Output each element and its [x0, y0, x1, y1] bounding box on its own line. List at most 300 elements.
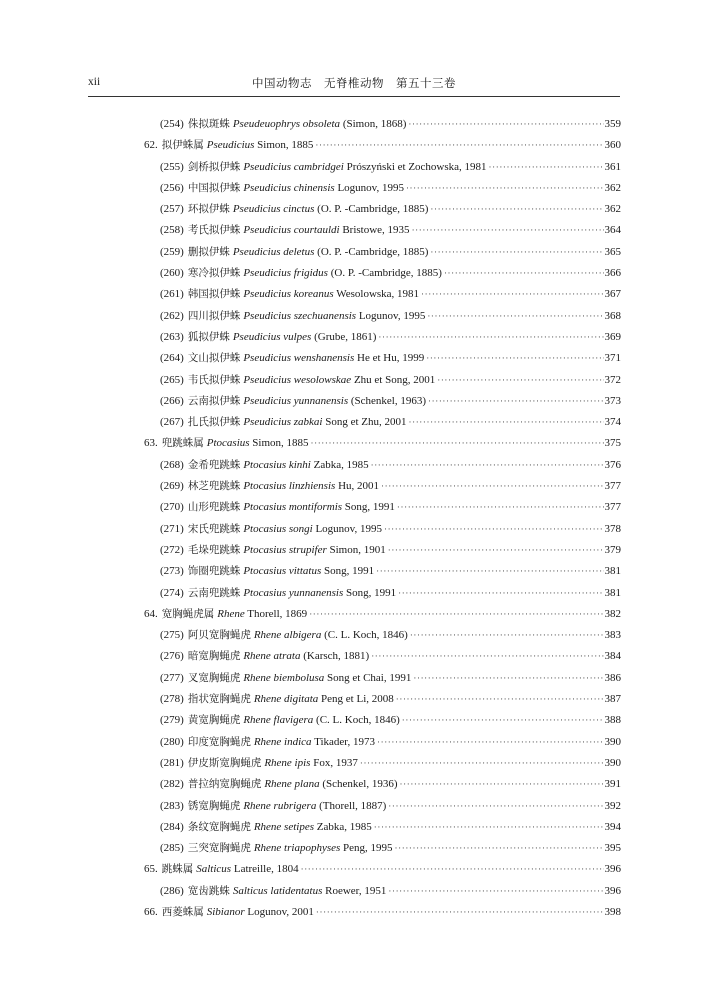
toc-species-entry	[144, 370, 621, 391]
entry-text	[144, 902, 314, 923]
scientific-name: Rhene flavigera	[243, 714, 314, 727]
dot-leader	[410, 625, 604, 646]
toc-species-entry	[144, 625, 621, 646]
authority: (Schenkel, 1936)	[322, 778, 398, 791]
authority: Prószyński et Zochowska, 1981	[346, 160, 487, 173]
scientific-name: Pseudicius frigidus	[243, 267, 328, 280]
chinese-name: 环拟伊蛛	[187, 203, 230, 216]
page-reference: 379	[604, 543, 621, 556]
page-reference: 373	[604, 394, 621, 407]
scientific-name: Rhene indica	[253, 735, 312, 748]
page-reference: 388	[604, 714, 621, 727]
scientific-name: Pseudicius cambridgei	[243, 160, 344, 173]
scientific-name: Rhene albigera	[253, 629, 322, 642]
authority: Roewer, 1951	[325, 884, 387, 897]
scientific-name: Pseudicius vulpes	[232, 330, 312, 343]
page-reference: 392	[604, 799, 621, 812]
dot-leader	[388, 540, 604, 561]
chinese-name: 删拟伊蛛	[187, 245, 230, 258]
scientific-name: Pseudicius wenshanensis	[243, 352, 355, 365]
toc-genus-entry	[144, 604, 621, 625]
chinese-name: 宽齿跳蛛	[187, 884, 230, 897]
chinese-name: 西菱蛛属	[161, 905, 204, 918]
authority: (O. P. -Cambridge, 1885)	[330, 267, 442, 280]
page-reference: 362	[604, 203, 621, 216]
entry-number: (283)	[160, 799, 184, 812]
entry-text	[144, 604, 307, 625]
entry-text	[160, 732, 375, 753]
authority: Peng et Li, 2008	[321, 693, 394, 706]
entry-text	[160, 774, 398, 795]
authority: Song, 1991	[346, 586, 397, 599]
entry-number: (280)	[160, 735, 184, 748]
page-reference: 364	[604, 224, 621, 237]
entry-number: (268)	[160, 458, 184, 471]
authority: Simon, 1901	[329, 543, 386, 556]
dot-leader	[430, 242, 603, 263]
scientific-name: Pseudicius yunnanensis	[243, 394, 349, 407]
page-reference: 377	[604, 480, 621, 493]
entry-number: (278)	[160, 693, 184, 706]
page-reference: 384	[604, 650, 621, 663]
entry-text	[160, 455, 369, 476]
chinese-name: 普拉纳宽胸蝇虎	[187, 778, 262, 791]
scientific-name: Sibianor	[206, 905, 245, 918]
scientific-name: Pseudicius deletus	[232, 245, 315, 258]
dot-leader	[412, 220, 604, 241]
toc-genus-entry	[144, 433, 621, 454]
page-reference: 396	[604, 863, 621, 876]
dot-leader	[381, 476, 603, 497]
authority: Fox, 1937	[313, 756, 358, 769]
toc-species-entry	[144, 391, 621, 412]
entry-number: 62.	[144, 139, 158, 152]
dot-leader	[400, 774, 604, 795]
scientific-name: Rhene	[217, 607, 245, 620]
entry-text	[160, 519, 382, 540]
entry-number: (281)	[160, 756, 184, 769]
authority: Logunov, 1995	[337, 181, 404, 194]
entry-number: (273)	[160, 565, 184, 578]
entry-number: (269)	[160, 480, 184, 493]
chinese-name: 韩国拟伊蛛	[187, 288, 241, 301]
page-reference: 382	[604, 607, 621, 620]
authority: Thorell, 1869	[247, 607, 308, 620]
page-reference: 366	[604, 267, 621, 280]
entry-number: 64.	[144, 607, 158, 620]
chinese-name: 宋氏兜跳蛛	[187, 522, 241, 535]
toc-species-entry	[144, 178, 621, 199]
page-reference: 376	[604, 458, 621, 471]
entry-number: (274)	[160, 586, 184, 599]
dot-leader	[301, 859, 604, 880]
entry-text	[160, 220, 410, 241]
page-reference: 369	[604, 330, 621, 343]
dot-leader	[413, 668, 603, 689]
page-reference: 381	[604, 565, 621, 578]
authority: Tikader, 1973	[314, 735, 376, 748]
entry-number: 66.	[144, 905, 158, 918]
scientific-name: Pseudicius chinensis	[243, 181, 335, 194]
toc-species-entry	[144, 199, 621, 220]
scientific-name: Rhene triapophyses	[253, 842, 341, 855]
page-reference: 398	[604, 905, 621, 918]
scientific-name: Salticus	[196, 863, 232, 876]
toc-species-entry	[144, 710, 621, 731]
scientific-name: Pseudicius cinctus	[232, 203, 315, 216]
entry-number: (257)	[160, 203, 184, 216]
toc-genus-entry	[144, 135, 621, 156]
toc-species-entry	[144, 114, 621, 135]
authority: Zabka, 1985	[313, 458, 369, 471]
page-reference: 378	[604, 522, 621, 535]
page-number: xii	[88, 76, 101, 88]
authority: (C. L. Koch, 1846)	[324, 629, 408, 642]
scientific-name: Ptocasius kinhi	[243, 458, 311, 471]
chinese-name: 寒冷拟伊蛛	[187, 267, 241, 280]
toc-species-entry	[144, 732, 621, 753]
scientific-name: Pseudicius szechuanensis	[243, 309, 357, 322]
page-reference: 372	[604, 373, 621, 386]
authority: Simon, 1885	[252, 437, 309, 450]
chinese-name: 韦氏拟伊蛛	[187, 373, 241, 386]
toc-species-entry	[144, 753, 621, 774]
entry-number: (282)	[160, 778, 184, 791]
authority: (O. P. -Cambridge, 1885)	[317, 245, 429, 258]
toc-genus-entry	[144, 902, 621, 923]
entry-number: (275)	[160, 629, 184, 642]
page-reference: 377	[604, 501, 621, 514]
page-reference: 396	[604, 884, 621, 897]
toc-species-entry	[144, 263, 621, 284]
toc-genus-entry	[144, 859, 621, 880]
scientific-name: Rhene ipis	[264, 756, 311, 769]
toc-species-entry	[144, 646, 621, 667]
toc-species-entry	[144, 476, 621, 497]
entry-number: (285)	[160, 842, 184, 855]
scientific-name: Pseudicius wesolowskae	[243, 373, 352, 386]
page-reference: 367	[604, 288, 621, 301]
entry-text	[144, 859, 299, 880]
page-reference: 360	[604, 139, 621, 152]
entry-text	[160, 370, 435, 391]
entry-text	[160, 561, 374, 582]
running-title: 中国动物志 无脊椎动物 第五十三卷	[252, 76, 456, 90]
toc-species-entry	[144, 455, 621, 476]
toc-species-entry	[144, 668, 621, 689]
entry-number: (272)	[160, 543, 184, 556]
toc-species-entry	[144, 519, 621, 540]
entry-number: (260)	[160, 267, 184, 280]
dot-leader	[315, 135, 603, 156]
authority: Zhu et Song, 2001	[353, 373, 436, 386]
entry-number: (270)	[160, 501, 184, 514]
entry-number: (256)	[160, 181, 184, 194]
dot-leader	[371, 455, 604, 476]
chinese-name: 叉宽胸蝇虎	[187, 671, 241, 684]
entry-text	[160, 199, 428, 220]
dot-leader	[427, 306, 603, 327]
dot-leader	[395, 838, 604, 859]
toc-species-entry	[144, 497, 621, 518]
page-reference: 375	[604, 437, 621, 450]
page-reference: 387	[604, 693, 621, 706]
entry-text	[160, 583, 396, 604]
authority: Logunov, 1995	[358, 309, 426, 322]
entry-text	[160, 242, 428, 263]
toc-species-entry	[144, 583, 621, 604]
chinese-name: 金希兜跳蛛	[187, 458, 241, 471]
toc-species-entry	[144, 774, 621, 795]
entry-text	[160, 817, 372, 838]
toc-species-entry	[144, 881, 621, 902]
chinese-name: 剑桥拟伊蛛	[187, 160, 241, 173]
scientific-name: Rhene setipes	[253, 820, 315, 833]
entry-number: (255)	[160, 160, 184, 173]
page-reference: 395	[604, 842, 621, 855]
entry-number: (261)	[160, 288, 184, 301]
entry-number: (264)	[160, 352, 184, 365]
toc-species-entry	[144, 561, 621, 582]
chinese-name: 指状宽胸蝇虎	[187, 693, 251, 706]
authority: (C. L. Koch, 1846)	[316, 714, 400, 727]
chinese-name: 印度宽胸蝇虎	[187, 735, 251, 748]
authority: Song, 1991	[324, 565, 375, 578]
dot-leader	[388, 881, 603, 902]
chinese-name: 三突宽胸蝇虎	[187, 842, 251, 855]
dot-leader	[316, 902, 604, 923]
chinese-name: 扎氏拟伊蛛	[187, 416, 241, 429]
page-reference: 383	[604, 629, 621, 642]
dot-leader	[408, 114, 603, 135]
authority: Wesolowska, 1981	[336, 288, 420, 301]
entry-number: (277)	[160, 671, 184, 684]
entry-number: (267)	[160, 416, 184, 429]
entry-text	[160, 497, 395, 518]
authority: (Schenkel, 1963)	[350, 394, 427, 407]
scientific-name: Rhene plana	[264, 778, 320, 791]
scientific-name: Rhene rubrigera	[243, 799, 317, 812]
dot-leader	[444, 263, 604, 284]
chinese-name: 阿贝宽胸蝇虎	[187, 629, 251, 642]
entry-text	[160, 540, 386, 561]
dot-leader	[360, 753, 604, 774]
chinese-name: 伊皮斯宽胸蝇虎	[187, 756, 262, 769]
dot-leader	[371, 646, 603, 667]
entry-text	[160, 391, 426, 412]
authority: Hu, 2001	[338, 480, 380, 493]
entry-number: (284)	[160, 820, 184, 833]
page-reference: 390	[604, 735, 621, 748]
page-header	[88, 72, 620, 97]
entry-text	[160, 327, 376, 348]
entry-text	[160, 412, 407, 433]
page-reference: 394	[604, 820, 621, 833]
authority: Peng, 1995	[343, 842, 393, 855]
page-reference: 361	[604, 160, 621, 173]
page-reference: 362	[604, 181, 621, 194]
dot-leader	[384, 519, 604, 540]
entry-number: 65.	[144, 863, 158, 876]
chinese-name: 兜跳蛛属	[161, 437, 204, 450]
authority: Simon, 1885	[257, 139, 314, 152]
entry-number: (279)	[160, 714, 184, 727]
authority: He et Hu, 1999	[357, 352, 425, 365]
toc-species-entry	[144, 242, 621, 263]
authority: Song, 1991	[344, 501, 395, 514]
chinese-name: 毛垛兜跳蛛	[187, 543, 241, 556]
scientific-name: Rhene biembolusa	[243, 671, 325, 684]
dot-leader	[396, 689, 604, 710]
chinese-name: 条纹宽胸蝇虎	[187, 820, 251, 833]
entry-number: (263)	[160, 330, 184, 343]
entry-number: (276)	[160, 650, 184, 663]
scientific-name: Salticus latidentatus	[232, 884, 323, 897]
chinese-name: 拟伊蛛属	[161, 139, 204, 152]
entry-text	[160, 838, 393, 859]
dot-leader	[309, 604, 603, 625]
dot-leader	[377, 732, 603, 753]
entry-text	[160, 114, 406, 135]
scientific-name: Pseudeuophrys obsoleta	[232, 118, 341, 130]
dot-leader	[421, 284, 603, 305]
entry-text	[160, 476, 379, 497]
entry-text	[160, 157, 487, 178]
chinese-name: 云南兜跳蛛	[187, 586, 241, 599]
entry-text	[160, 306, 425, 327]
entry-number: (271)	[160, 522, 184, 535]
scientific-name: Pseudicius zabkai	[243, 416, 323, 429]
scientific-name: Ptocasius yunnanensis	[243, 586, 344, 599]
chinese-name: 考氏拟伊蛛	[187, 224, 241, 237]
page-reference: 374	[604, 416, 621, 429]
chinese-name: 文山拟伊蛛	[187, 352, 241, 365]
entry-number: (254)	[160, 118, 184, 130]
dot-leader	[311, 433, 604, 454]
authority: Latreille, 1804	[233, 863, 299, 876]
toc-species-entry	[144, 412, 621, 433]
entry-text	[160, 710, 400, 731]
dot-leader	[397, 497, 604, 518]
chinese-name: 侏拟斑蛛	[187, 118, 230, 130]
entry-number: (259)	[160, 245, 184, 258]
toc-species-entry	[144, 540, 621, 561]
toc-species-entry	[144, 284, 621, 305]
dot-leader	[430, 199, 603, 220]
authority: Zabka, 1985	[316, 820, 372, 833]
scientific-name: Ptocasius montiformis	[243, 501, 343, 514]
scientific-name: Rhene digitata	[253, 693, 319, 706]
chinese-name: 云南拟伊蛛	[187, 394, 241, 407]
toc-species-entry	[144, 348, 621, 369]
toc-species-entry	[144, 220, 621, 241]
scientific-name: Pseudicius courtauldi	[243, 224, 340, 237]
table-of-contents	[144, 114, 621, 923]
entry-text	[160, 646, 369, 667]
dot-leader	[398, 583, 603, 604]
authority: Logunov, 2001	[247, 905, 314, 918]
dot-leader	[409, 412, 604, 433]
chinese-name: 狐拟伊蛛	[187, 330, 230, 343]
scientific-name: Ptocasius vittatus	[243, 565, 322, 578]
page-reference: 391	[604, 778, 621, 791]
entry-text	[160, 753, 358, 774]
toc-species-entry	[144, 838, 621, 859]
scientific-name: Ptocasius songi	[243, 522, 313, 535]
authority: (Thorell, 1887)	[319, 799, 387, 812]
chinese-name: 暗宽胸蝇虎	[187, 650, 241, 663]
entry-text	[160, 796, 386, 817]
chinese-name: 宽胸蝇虎属	[161, 607, 215, 620]
entry-text	[160, 668, 411, 689]
entry-text	[144, 135, 313, 156]
authority: Bristowe, 1935	[342, 224, 410, 237]
authority: (O. P. -Cambridge, 1885)	[317, 203, 429, 216]
dot-leader	[376, 561, 603, 582]
chinese-name: 四川拟伊蛛	[187, 309, 241, 322]
entry-text	[144, 433, 309, 454]
authority: Song et Chai, 1991	[327, 671, 412, 684]
scientific-name: Ptocasius strupifer	[243, 543, 327, 556]
toc-species-entry	[144, 817, 621, 838]
entry-number: (266)	[160, 394, 184, 407]
scientific-name: Ptocasius linzhiensis	[243, 480, 336, 493]
toc-species-entry	[144, 306, 621, 327]
dot-leader	[378, 327, 603, 348]
page-reference: 386	[604, 671, 621, 684]
dot-leader	[374, 817, 604, 838]
entry-number: (286)	[160, 884, 184, 897]
scientific-name: Rhene atrata	[243, 650, 301, 663]
entry-number: (265)	[160, 373, 184, 386]
chinese-name: 山形兜跳蛛	[187, 501, 241, 514]
entry-text	[160, 263, 442, 284]
chinese-name: 林芝兜跳蛛	[187, 480, 241, 493]
toc-species-entry	[144, 327, 621, 348]
dot-leader	[489, 157, 604, 178]
chinese-name: 跳蛛属	[161, 863, 194, 876]
dot-leader	[426, 348, 603, 369]
chinese-name: 锈宽胸蝇虎	[187, 799, 241, 812]
authority: Logunov, 1995	[315, 522, 382, 535]
entry-text	[160, 689, 394, 710]
chinese-name: 饰圈兜跳蛛	[187, 565, 241, 578]
entry-text	[160, 348, 424, 369]
authority: Song et Zhu, 2001	[325, 416, 407, 429]
chinese-name: 黄宽胸蝇虎	[187, 714, 241, 727]
page-reference: 371	[604, 352, 621, 365]
authority: (Karsch, 1881)	[303, 650, 370, 663]
authority: (Simon, 1868)	[342, 118, 407, 130]
toc-species-entry	[144, 796, 621, 817]
scientific-name: Ptocasius	[206, 437, 250, 450]
entry-text	[160, 881, 386, 902]
scientific-name: Pseudicius koreanus	[243, 288, 334, 301]
page-reference: 368	[604, 309, 621, 322]
dot-leader	[437, 370, 603, 391]
dot-leader	[402, 710, 604, 731]
entry-text	[160, 178, 404, 199]
page-reference: 381	[604, 586, 621, 599]
page-reference: 365	[604, 245, 621, 258]
scientific-name: Pseudicius	[206, 139, 255, 152]
page-reference: 359	[604, 118, 621, 130]
authority: (Grube, 1861)	[314, 330, 377, 343]
page-reference: 390	[604, 756, 621, 769]
entry-number: (262)	[160, 309, 184, 322]
entry-number: 63.	[144, 437, 158, 450]
entry-text	[160, 284, 419, 305]
